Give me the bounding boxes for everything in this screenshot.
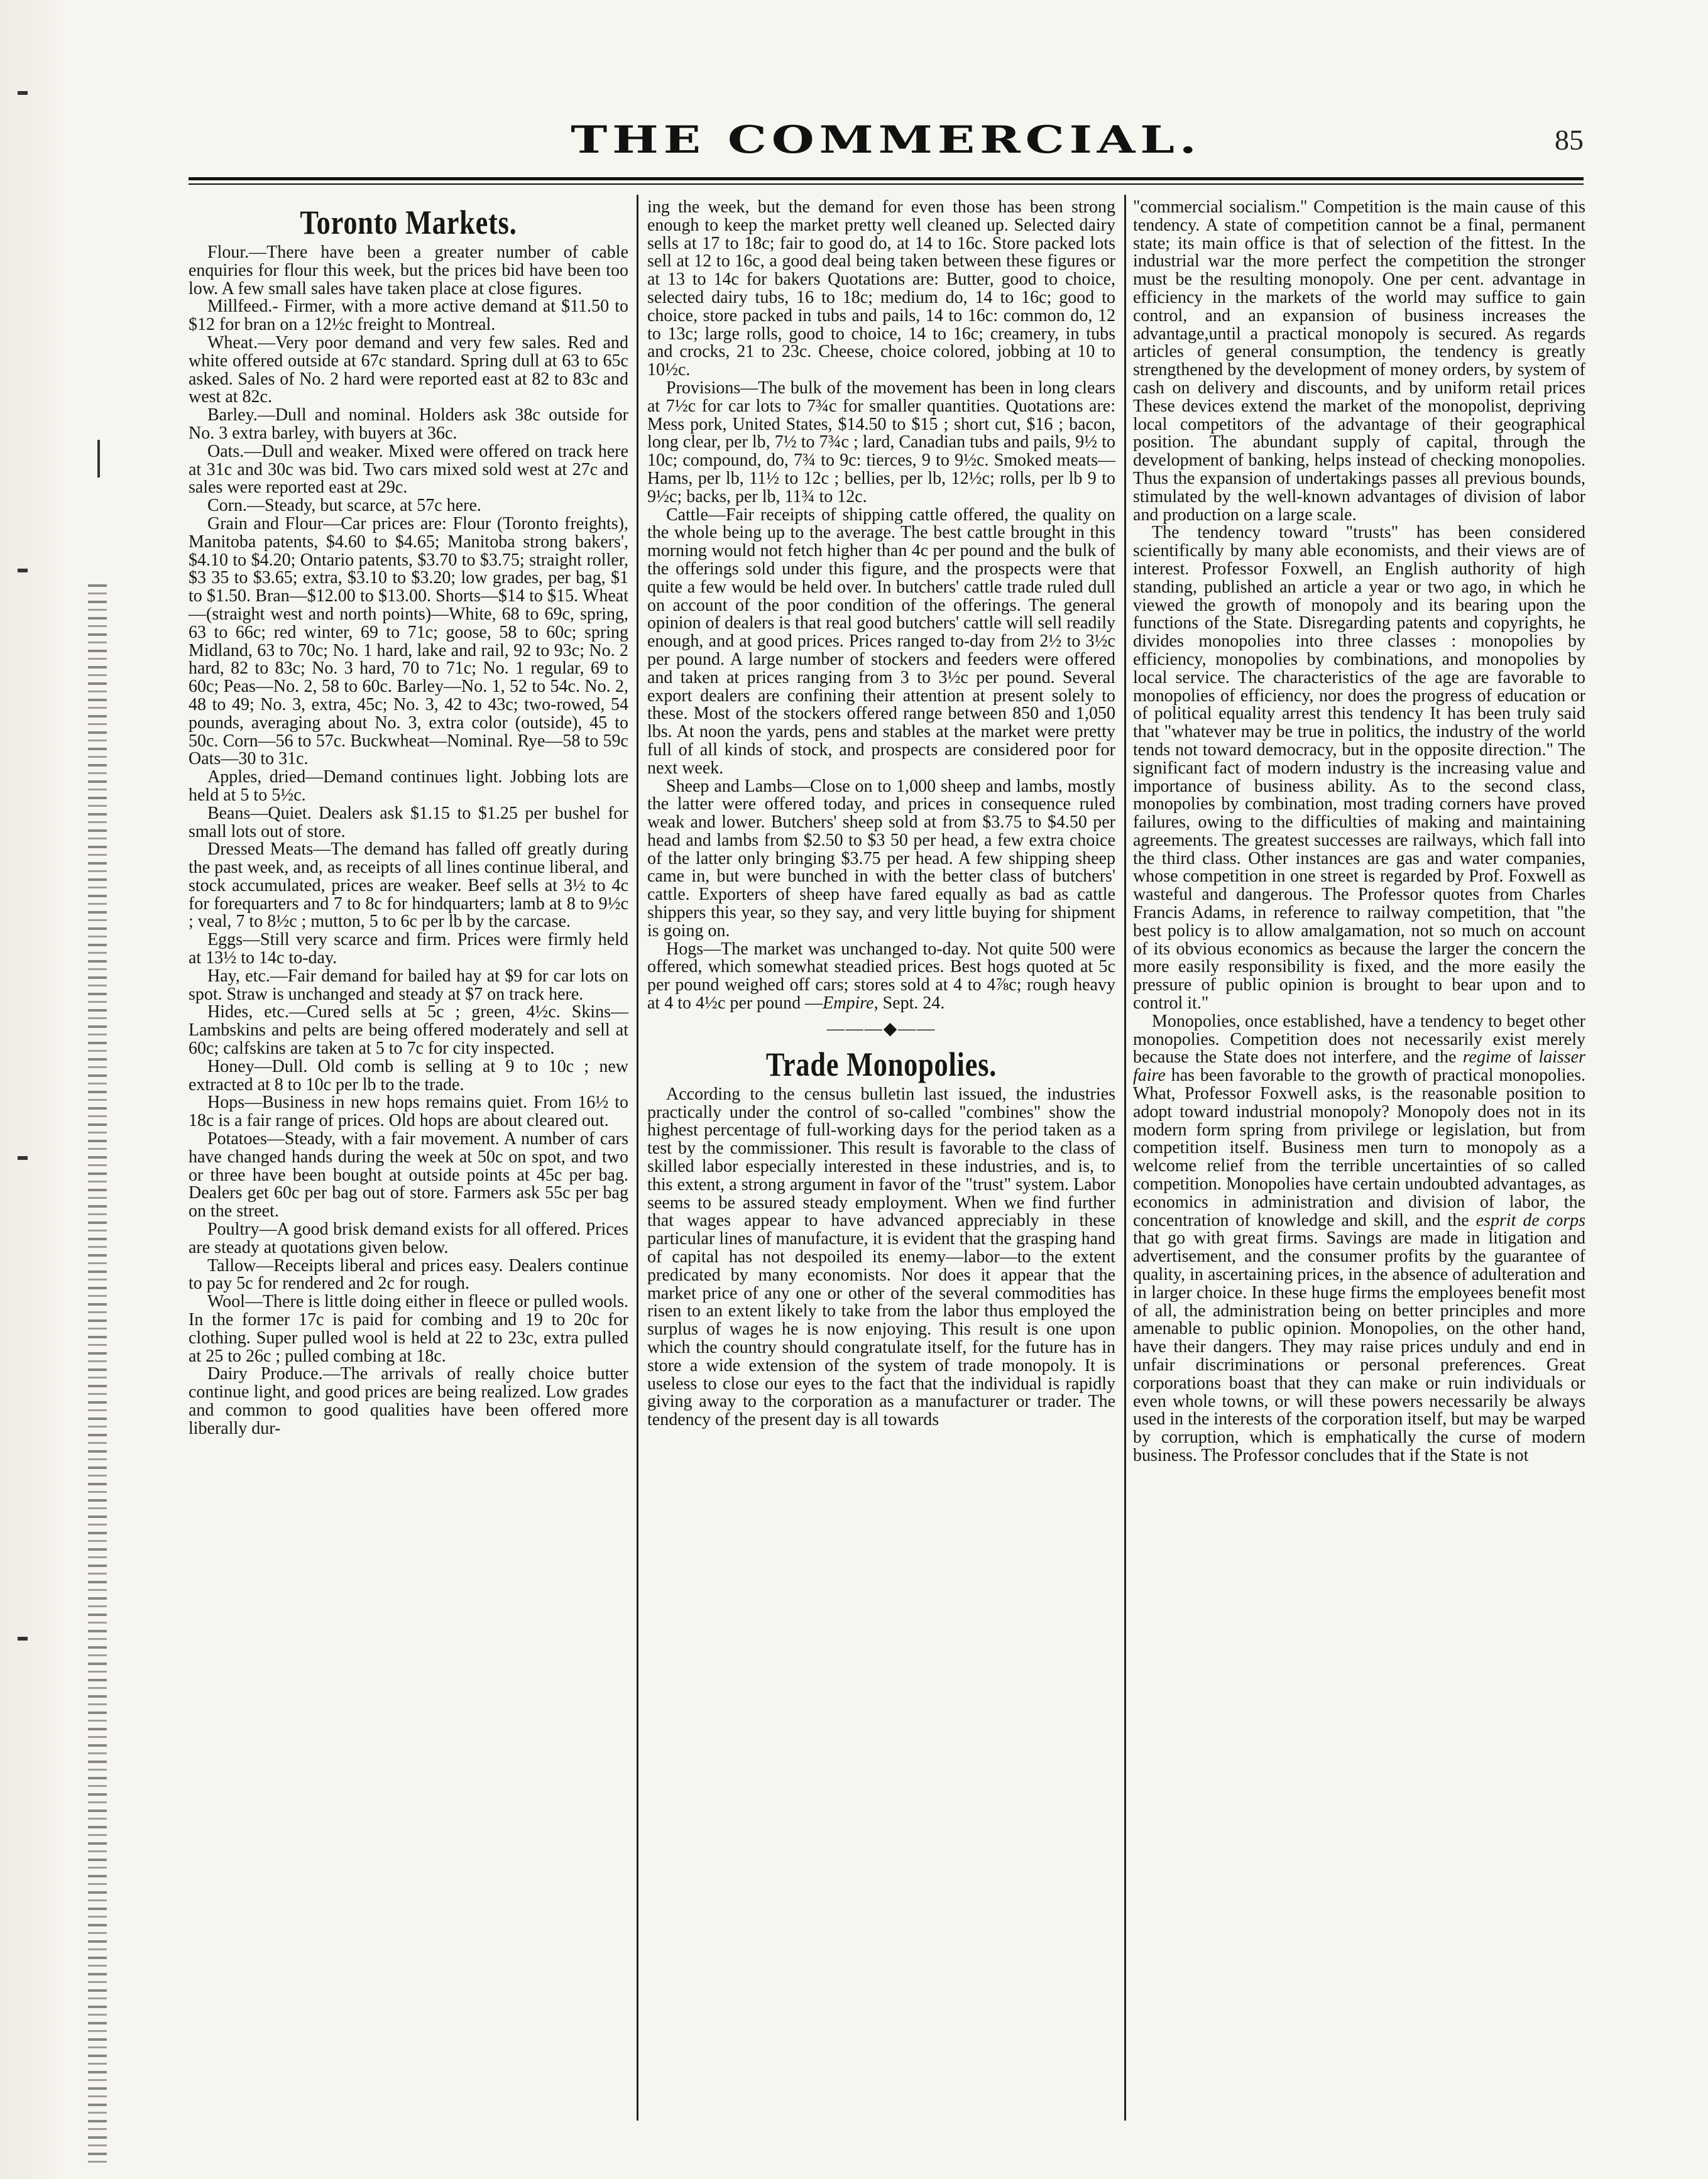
source-citation: Empire	[823, 993, 874, 1013]
citation-date: , Sept. 24.	[873, 993, 945, 1013]
text-run: that go with great firms. Savings are made in litigation and advertisement, and the consumer profits by the guarantee of quality, in ascertaining prices, in the absence of adulteration and in larger choice. In these huge firms the employees benefit most of all, the administration being on better principles and more amenable to public opinion. Monopolies, on the other hand, have their dangers. They may raise prices unduly and end in unfair discriminations or personal preferences. Great corporations boast that they can make or ruin individuals or even whole towns, or will these powers necessarily be always used in the interests of the corporation itself, but may be warped by corruption, which is emphatically the curse of modern business. The Professor concludes that if the State is not	[1133, 1228, 1586, 1465]
market-paragraph: Flour.—There have been a greater number of cable enquiries for flour this week, but the prices bid have been too low. A few small sales have taken place at close figures.	[189, 243, 628, 298]
binding-marks	[0, 0, 126, 2179]
market-paragraph: Eggs—Still very scarce and firm. Prices were firmly held at 13½ to 14c to-day.	[189, 930, 628, 968]
market-paragraph: Hides, etc.—Cured sells at 5c ; green, 4½c. Skins—Lambskins and pelts are being offered moderately and sell at 60c; calfskins are taken at 5 to 7c for city inspected.	[189, 1002, 628, 1059]
market-paragraph: Hay, etc.—Fair demand for bailed hay at $9 for car lots on spot. Straw is unchanged and steady at $7 on track here.	[189, 966, 628, 1004]
market-paragraph: Oats.—Dull and weaker. Mixed were offered on track here at 31c and 30c was bid. Two cars mixed sold west at 27c and sales were reported east at 29c.	[189, 441, 628, 498]
masthead	[189, 118, 1584, 168]
section-ornament: ———◆——	[826, 1019, 936, 1039]
article-paragraph: "commercial socialism." Competition is the main cause of this tendency. A state of competition cannot be a final, permanent state; its main office is that of selection of the fittest. In the industrial war the more perfect the competition the stronger must be the resulting monopoly. One per cent. advantage in efficiency in the markets of the world may suffice to gain control, and an expansion of business increases the advantage,until a practical monopoly is secured. As regards articles of general consumption, the tendency is greatly strengthened by the development of money orders, by system of cash on delivery and discounts, and by uniform retail prices These devices extend the market of the monopolist, depriving local competitors of the advantage of their geographical position. The abundant supply of capital, through the development of banking, helps instead of checking monopolies. Thus the expansion of undertakings passes all previous bounds, stimulated by the well-known advantages of division of labor and production on a large scale.	[1133, 197, 1585, 525]
italic-term: laisser faire	[1133, 1047, 1585, 1086]
article-paragraph: The tendency toward "trusts" has been considered scientifically by many able economists, and their views are of interest. Professor Foxwell, an English authority of high standing, published an article a year or two ago, in which he viewed the growth of monopoly and its bearing upon the functions of the State. Disregarding patents and copyrights, he divides monopolies into three classes : monopolies by efficiency, monopolies by combinations, and monopolies by local service. The characteristics of the age are favorable to monopolies of efficiency, nor does the progress of education or of political equality arrest this tendency It has been truly said that "whatever may be true in politics, the industry of the world tends not toward democracy, but in the opposite direction." The significant fact of modern industry is the increasing value and importance of business ability. As to the second class, monopolies by combination, most trading corners have proved failures, owing to the difficulties of making and maintaining agreements. The greatest successes are railways, which fall into the third class. Other instances are gas and water companies, whose competition in one street is regarded by Prof. Foxwell as wasteful and dangerous. The Professor quotes from Charles Francis Adams, in reference to railway competition, that "the best policy is to allow amalgamation, not so much on account of its obvious economics as because the larger the concern the more easily responsibility is fixed, and the more easily the pressure of public opinion is brought to bear upon and to control it."	[1133, 523, 1585, 1013]
binding-stitch	[97, 440, 106, 478]
market-paragraph: Provisions—The bulk of the movement has been in long clears at 7½c for car lots to 7¾c for smaller quantities. Quotations are: Mess pork, United States, $14.50 to $15 ; short cut, $16 ; bacon, long clear, per lb, 7½ to 7¾c ; lard, Canadian tubs and pails, 9½ to 10c; compound, do, 7¾ to 9c: tierces, 9 to 9½c. Smoked meats—Hams, per lb, 11½ to 12c ; bellies, per lb, 12½c; rolls, per lb 9 to 9½c; backs, per lb, 11¾ to 12c.	[647, 378, 1115, 506]
market-paragraph: Corn.—Steady, but scarce, at 57c here.	[207, 496, 481, 516]
binding-hole	[18, 1156, 28, 1160]
article-paragraph	[1133, 1013, 1585, 1465]
masthead-rule-thick	[189, 177, 1584, 180]
text-run: Monopolies, once established, have a tendency to beget other monopolies. Competition does not necessarily exist merely because the State does not interfere, and the	[1133, 1011, 1585, 1068]
market-paragraph: Millfeed.- Firmer, with a more active demand at $11.50 to $12 for bran on a 12½c freight to Montreal.	[189, 297, 628, 335]
market-paragraph: Wheat.—Very poor demand and very few sales. Red and white offered outside at 67c standard. Spring dull at 63 to 65c asked. Sales of No. 2 hard were reported east at 82 to 83c and west at 82c.	[189, 332, 628, 407]
binding-hole	[18, 91, 28, 95]
market-paragraph: Barley.—Dull and nominal. Holders ask 38c outside for No. 3 extra barley, with buyers at 36c.	[189, 405, 628, 443]
newspaper-title: THE COMMERCIAL.	[571, 118, 1202, 162]
market-paragraph: Dressed Meats—The demand has falled off greatly during the past week, and, as receipts of all lines continue liberal, and stock accumulated, prices are weaker. Beef sells at 3½ to 4c for forequarters and 7 to 8c for hindquarters; lamb at 8 to 9½c ; veal, 7 to 8½c ; mutton, 5 to 6c per lb by the carcase.	[189, 839, 628, 932]
market-paragraph: Potatoes—Steady, with a fair movement. A number of cars have changed hands during the week at 50c on spot, and two or three have been bought at outside points at 45c per bag. Dealers get 60c per bag out of store. Farmers ask 55c per bag on the street.	[189, 1129, 628, 1221]
article-heading: Toronto Markets.	[300, 204, 517, 241]
market-paragraph: Cattle—Fair receipts of shipping cattle offered, the quality on the whole being up to the average. The best cattle brought in this morning would not fetch higher than 4c per pound and the bulk of the offerings sold under this figure, and the prospects were that quite a few would be held over. In butchers' cattle trade ruled dull on account of the poor condition of the offerings. The general opinion of dealers is that real good butchers' cattle will sell readily enough, and at good prices. Prices ranged to-day from 2½ to 3½c per pound. A large number of stockers and feeders were offered and taken at prices ranging from 3 to 3½c per pound. Several export dealers are confining their attention at present solely to these. Most of the stockers offered range between 850 and 1,050 lbs. At noon the yards, pens and stables at the market were pretty full of all kinds of stock, and prospects are considered poor for next week.	[647, 505, 1115, 778]
market-paragraph: Apples, dried—Demand continues light. Jobbing lots are held at 5 to 5½c.	[189, 767, 628, 805]
italic-term: esprit de corps	[1475, 1210, 1585, 1230]
market-paragraph: Poultry—A good brisk demand exists for all offered. Prices are steady at quotations given below.	[189, 1220, 628, 1257]
market-paragraph: Hops—Business in new hops remains quiet. From 16½ to 18c is a fair range of prices. Old hops are about cleared out.	[189, 1093, 628, 1131]
column-2	[647, 199, 1115, 1429]
binding-hole	[18, 569, 28, 572]
binding-hole	[18, 1637, 28, 1641]
market-paragraph: Tallow—Receipts liberal and prices easy. Dealers continue to pay 5c for rendered and 2c for rough.	[189, 1255, 628, 1294]
column-divider	[1124, 195, 1126, 2121]
market-paragraph: Honey—Dull. Old comb is selling at 9 to 10c ; new extracted at 8 to 10c per lb to the trade.	[189, 1056, 628, 1095]
text-run: has been favorable to the growth of practical monopolies. What, Professor Foxwell asks, is the reasonable position to adopt toward industrial monopoly? Monopoly does not in its modern form spring from privilege or legislation, but from competition itself. Business men turn to monopoly as a welcome relief from the terrible uncertainties of so called competition. Monopolies have certain undoubted advantages, as economics in administration and division of labor, the concentration of knowledge and skill, and the	[1133, 1066, 1585, 1230]
page-number: 85	[1555, 124, 1584, 156]
text-run: of	[1511, 1047, 1539, 1068]
market-paragraph: Sheep and Lambs—Close on to 1,000 sheep and lambs, mostly the latter were offered today, and prices in consequence ruled weak and lower. Butchers' sheep sold at from $3.75 to $4.50 per head and lambs from $2.50 to $3 50 per head, a few extra choice of the latter only bringing $3.75 per head. A few shipping sheep came in, but were bunched in with the better class of butchers' cattle. Exporters of sheep have fared equally as bad as cattle shippers this year, so they say, and very little buying for shipment is going on.	[647, 776, 1115, 941]
article-heading: Trade Monopolies.	[765, 1045, 997, 1083]
italic-term: regime	[1462, 1047, 1511, 1068]
hogs-text: Hogs—The market was unchanged to-day. Not quite 500 were offered, which somewhat steadied prices. Best hogs quoted at 5c per pound weighed off cars; stores sold at 4 to 4⅞c; rough heavy at 4 to 4½c per pound —	[647, 939, 1115, 1013]
article-paragraph: According to the census bulletin last issued, the industries practically under the control of so-called "combines" show the highest percentage of full-working days for the period taken as a test by the commissioner. This result is favorable to the class of skilled labor especially interested in these industries, and is, to this extent, a strong argument in favor of the "trust" system. Labor seems to be assured steady employment. When we find further that wages appear to have advanced appreciably in these particular lines of manufacture, it is evident that the grasping hand of capital has not despoiled its enemy—labor—to the extent predicated by many economists. Nor does it appear that the market price of any one or other of the several commodities has risen to an extent likely to take from the labor thus employed the surplus of wages he is now enjoying. This result is one upon which the country should congratulate itself, for the future has in store a wide extension of the system of trade monopoly. It is useless to close our eyes to the fact that the individual is rapidly giving away to the corporation as a manufacturer or trader. The tendency of the present day is all towards	[647, 1084, 1115, 1430]
market-paragraph: Dairy Produce.—The arrivals of really choice butter continue light, and good prices are being realized. Low grades and common to good qualities have been offered more liberally dur-	[189, 1364, 628, 1438]
column-3	[1133, 199, 1585, 1465]
market-paragraph: Wool—There is little doing either in fleece or pulled wools. In the former 17c is paid for combing and 19 to 20c for clothing. Super pulled wool is held at 22 to 23c, extra pulled at 25 to 26c ; pulled combing at 18c.	[189, 1292, 628, 1366]
market-paragraph: ing the week, but the demand for even those has been strong enough to keep the market pretty well cleaned up. Selected dairy sells at 17 to 18c; fair to good do, at 14 to 16c. Store packed lots sell at 12 to 16c, a good deal being taken between these figures or at 13 to 14c for bakers Quotations are: Butter, good to choice, selected dairy tubs, 16 to 18c; medium do, 14 to 16c; good to choice, store packed in tubs and pails, 14 to 16c: common do, 12 to 13c; large rolls, good to choice, 14 to 16c; creamery, in tubs and crocks, 21 to 23c. Cheese, choice colored, jobbing at 10 to 10½c.	[647, 197, 1115, 380]
binding-stitching	[88, 584, 107, 2168]
market-paragraph: Grain and Flour—Car prices are: Flour (Toronto freights), Manitoba patents, $4.60 to $4.65; Manitoba strong bakers', $4.10 to $4.20; Ontario patents, $3.70 to $3.75; straight roller, $3 35 to $3.65; extra, $3.10 to $3.20; low grades, per bag, $1 to $1.50. Bran—$12.00 to $13.00. Shorts—$14 to $15. Wheat—(straight west and north points)—White, 68 to 69c, spring, 63 to 66c; red winter, 69 to 71c; goose, 58 to 60c; spring Midland, 63 to 70c; No. 1 hard, lake and rail, 92 to 93c; No. 2 hard, 82 to 83c; No. 3 hard, 70 to 71c; No. 1 regular, 69 to 60c; Peas—No. 2, 58 to 60c. Barley—No. 1, 52 to 54c. No. 2, 48 to 49; No. 3, extra, 45c; No. 3, 42 to 43c; two-rowed, 54 pounds, averaging about No. 3, extra color (outside), 45 to 50c. Corn—56 to 57c. Buckwheat—Nominal. Rye—58 to 59c Oats—30 to 31c.	[189, 513, 628, 769]
column-1	[189, 199, 628, 1438]
market-paragraph	[647, 941, 1115, 1013]
masthead-rule-thin	[189, 183, 1584, 185]
column-divider	[637, 195, 638, 2121]
market-paragraph: Beans—Quiet. Dealers ask $1.15 to $1.25 per bushel for small lots out of store.	[189, 803, 628, 841]
